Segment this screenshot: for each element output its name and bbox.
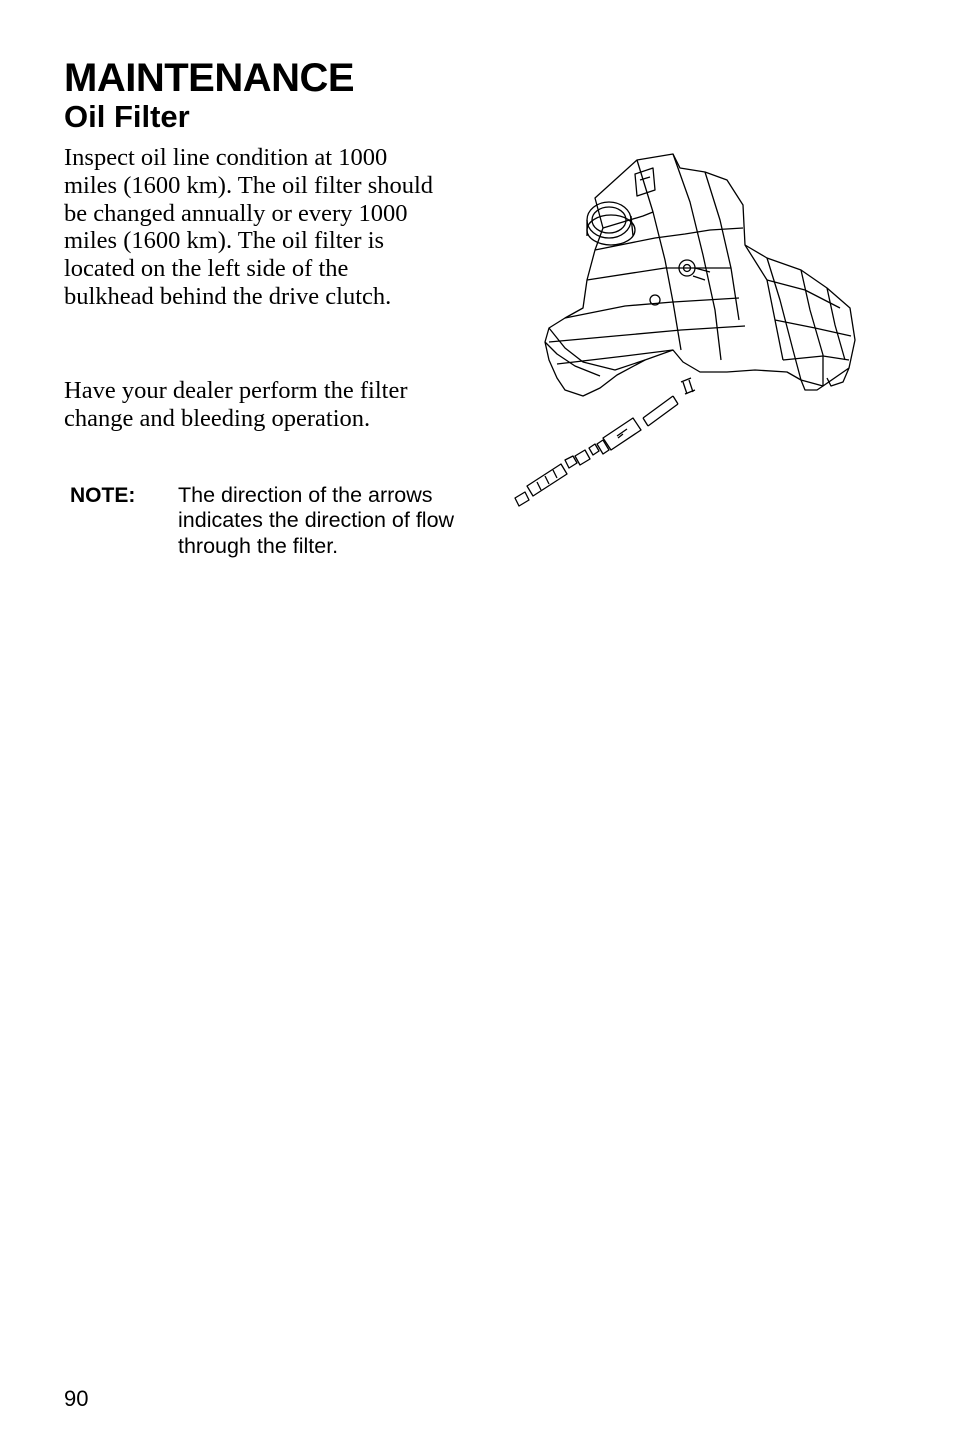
paragraph-dealer-service: Have your dealer perform the filter change and bleeding operation.	[64, 377, 408, 432]
section-title: MAINTENANCE	[64, 56, 355, 100]
subsection-title: Oil Filter	[64, 99, 190, 134]
note-label: NOTE:	[70, 484, 136, 507]
page-number: 90	[64, 1386, 89, 1411]
oil-tank-filter-illustration	[505, 150, 865, 520]
paragraph-oil-line-inspection: Inspect oil line condition at 1000 miles (1600 km). The oil filter should be changed annually or every 1000 miles (1600 km). The oil filter is located on the left side of the bulkhead behind the drive clutch.	[64, 144, 434, 310]
note-text: The direction of the arrows indicates the direction of flow through the filter.	[178, 483, 455, 558]
